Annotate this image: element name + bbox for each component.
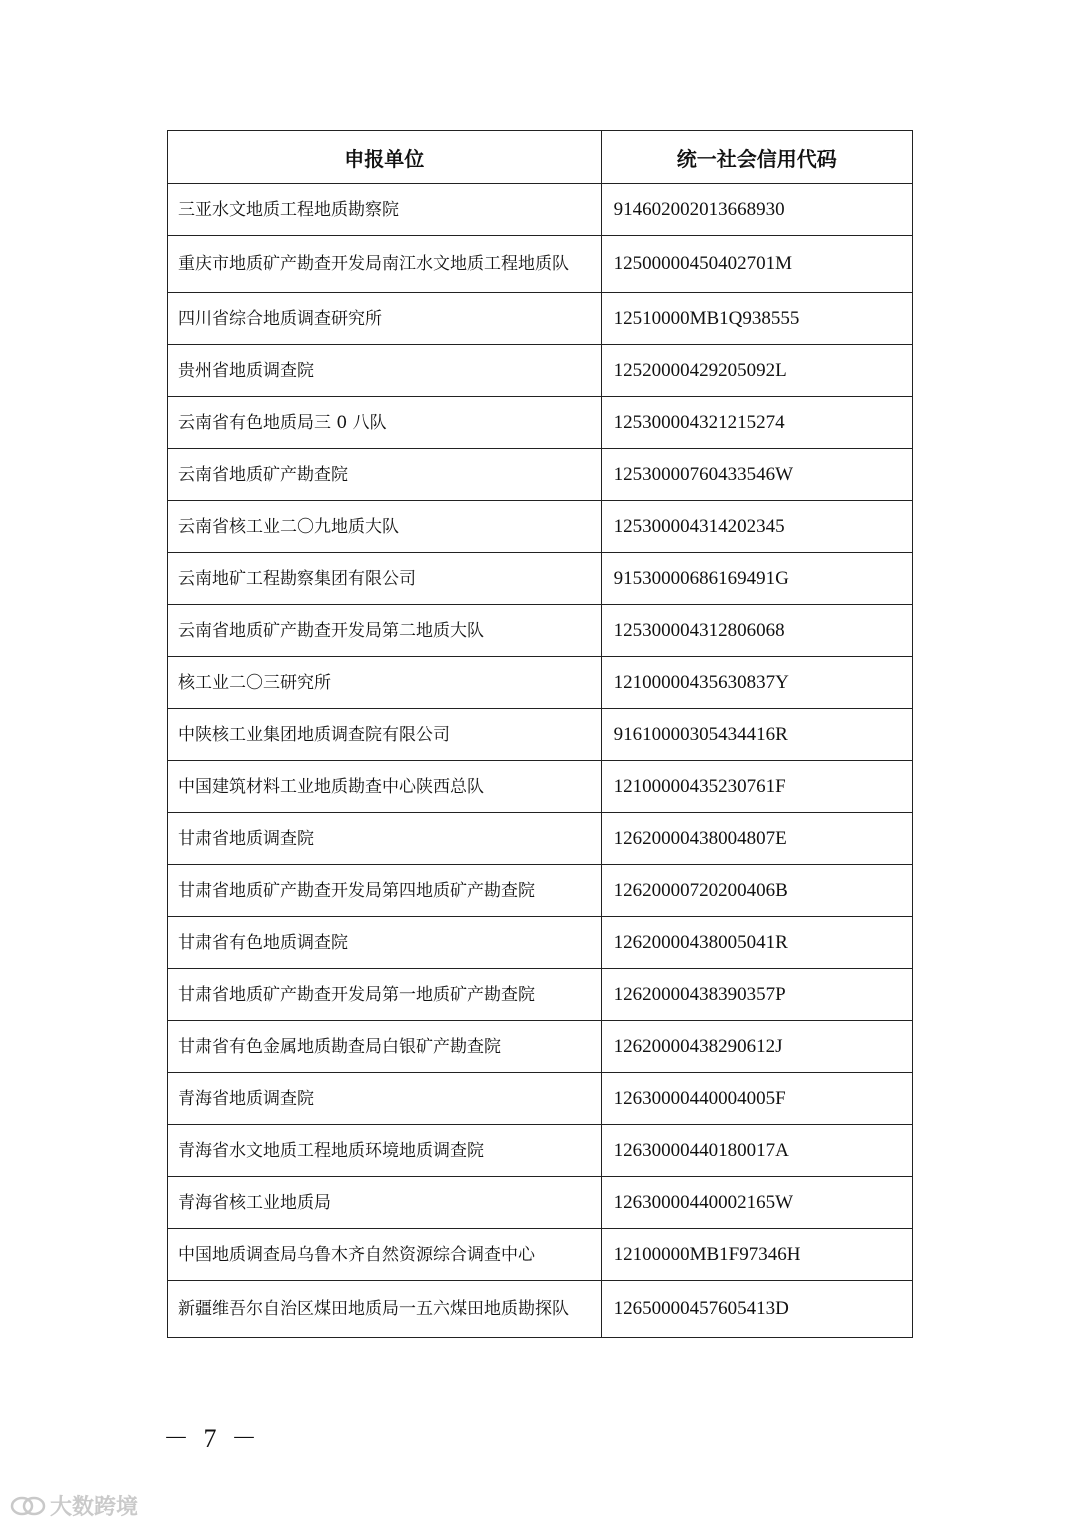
unit-cell: 青海省水文地质工程地质环境地质调查院 — [168, 1125, 602, 1177]
table-row — [168, 236, 913, 293]
table-row — [168, 184, 913, 236]
table-row — [168, 1177, 913, 1229]
code-cell: 914602002013668930 — [601, 184, 912, 236]
code-cell: 91610000305434416R — [601, 709, 912, 761]
watermark — [10, 1490, 138, 1521]
unit-cell: 四川省综合地质调查研究所 — [168, 293, 602, 345]
code-cell: 12520000429205092L — [601, 345, 912, 397]
table-row — [168, 449, 913, 501]
code-cell: 125300004321215274 — [601, 397, 912, 449]
table-row — [168, 1125, 913, 1177]
table-row — [168, 1021, 913, 1073]
unit-cell: 核工业二〇三研究所 — [168, 657, 602, 709]
table-row — [168, 813, 913, 865]
table-row — [168, 553, 913, 605]
unit-cell: 甘肃省有色金属地质勘查局白银矿产勘查院 — [168, 1021, 602, 1073]
code-cell: 12620000438290612J — [601, 1021, 912, 1073]
unit-cell: 贵州省地质调查院 — [168, 345, 602, 397]
unit-cell: 云南省有色地质局三 0 八队 — [168, 397, 602, 449]
code-cell: 12530000760433546W — [601, 449, 912, 501]
unit-cell: 青海省核工业地质局 — [168, 1177, 602, 1229]
code-cell: 12630000440004005F — [601, 1073, 912, 1125]
table-row — [168, 293, 913, 345]
page-number: － 7 － — [163, 1424, 262, 1453]
unit-cell: 中陕核工业集团地质调查院有限公司 — [168, 709, 602, 761]
unit-cell: 云南省地质矿产勘查院 — [168, 449, 602, 501]
unit-cell: 青海省地质调查院 — [168, 1073, 602, 1125]
table-header-row — [168, 131, 913, 184]
code-cell: 12510000MB1Q938555 — [601, 293, 912, 345]
code-cell: 12100000MB1F97346H — [601, 1229, 912, 1281]
header-unit: 申报单位 — [168, 131, 602, 184]
code-cell: 12650000457605413D — [601, 1281, 912, 1338]
unit-cell: 甘肃省有色地质调查院 — [168, 917, 602, 969]
table-row — [168, 969, 913, 1021]
code-cell: 12630000440180017A — [601, 1125, 912, 1177]
code-cell: 12620000438005041R — [601, 917, 912, 969]
watermark-text: 大数跨境 — [50, 1495, 139, 1520]
code-cell: 12100000435230761F — [601, 761, 912, 813]
code-cell: 12100000435630837Y — [601, 657, 912, 709]
code-cell: 12620000438390357P — [601, 969, 912, 1021]
unit-cell: 重庆市地质矿产勘查开发局南江水文地质工程地质队 — [168, 236, 602, 293]
table-row — [168, 1073, 913, 1125]
applicant-table — [167, 130, 913, 1338]
unit-cell: 甘肃省地质矿产勘查开发局第四地质矿产勘查院 — [168, 865, 602, 917]
code-cell: 125300004314202345 — [601, 501, 912, 553]
unit-cell: 甘肃省地质矿产勘查开发局第一地质矿产勘查院 — [168, 969, 602, 1021]
unit-cell: 甘肃省地质调查院 — [168, 813, 602, 865]
table-row — [168, 865, 913, 917]
table-row — [168, 501, 913, 553]
unit-cell: 新疆维吾尔自治区煤田地质局一五六煤田地质勘探队 — [168, 1281, 602, 1338]
table-row — [168, 605, 913, 657]
unit-cell: 云南省核工业二〇九地质大队 — [168, 501, 602, 553]
table-row — [168, 345, 913, 397]
chat-bubble-icon — [10, 1495, 46, 1517]
code-cell: 12630000440002165W — [601, 1177, 912, 1229]
table-row — [168, 397, 913, 449]
table-row — [168, 709, 913, 761]
code-cell: 12620000438004807E — [601, 813, 912, 865]
unit-cell: 三亚水文地质工程地质勘察院 — [168, 184, 602, 236]
code-cell: 125300004312806068 — [601, 605, 912, 657]
table-row — [168, 657, 913, 709]
table-row — [168, 1281, 913, 1338]
table-row — [168, 761, 913, 813]
unit-cell: 中国地质调查局乌鲁木齐自然资源综合调查中心 — [168, 1229, 602, 1281]
code-cell: 12620000720200406B — [601, 865, 912, 917]
code-cell: 91530000686169491G — [601, 553, 912, 605]
header-code: 统一社会信用代码 — [601, 131, 912, 184]
table-row — [168, 917, 913, 969]
code-cell: 12500000450402701M — [601, 236, 912, 293]
unit-cell: 中国建筑材料工业地质勘查中心陕西总队 — [168, 761, 602, 813]
unit-cell: 云南省地质矿产勘查开发局第二地质大队 — [168, 605, 602, 657]
unit-cell: 云南地矿工程勘察集团有限公司 — [168, 553, 602, 605]
table-row — [168, 1229, 913, 1281]
